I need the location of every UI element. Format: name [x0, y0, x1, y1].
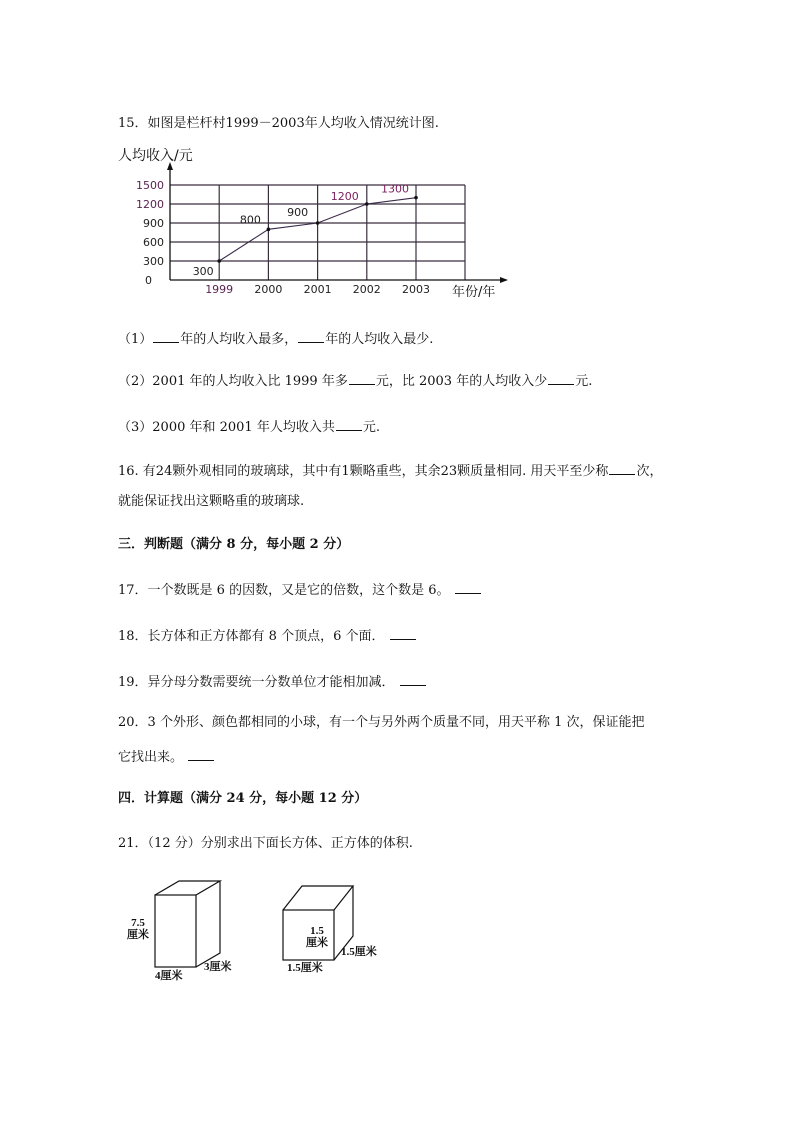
cube-side-label: 1.5厘米 [341, 946, 377, 958]
q15-sub2-suffix: 元. [575, 374, 593, 389]
data-point [267, 228, 271, 232]
data-point [414, 196, 418, 200]
cuboid-height-label [124, 917, 152, 941]
q20-line1: 20．3 个外形、颜色都相同的小球，有一个与另外两个质量不同，用天平称 1 次，保证能把 [118, 715, 645, 730]
cuboid-width-label: 3厘米 [204, 961, 232, 973]
q15-sub1-prefix: （1） [118, 332, 153, 347]
y-tick-label: 1500 [136, 179, 164, 192]
x-tick-label: 2001 [303, 283, 332, 296]
q15-sub2 [118, 372, 592, 390]
cuboid-height-value: 7.5 [131, 917, 145, 929]
q15-sub3-prefix: （3）2000 年和 2001 年人均收入共 [118, 420, 335, 435]
q17-text: 17．一个数既是 6 的因数，又是它的倍数，这个数是 6。 [118, 583, 450, 598]
q15-sub1-mid: 年的人均收入最多， [180, 332, 298, 347]
answer-blank[interactable] [609, 462, 635, 475]
q16-suffix: 次， [636, 464, 663, 479]
section-4-title: 四．计算题（满分 24 分，每小题 12 分） [118, 791, 368, 806]
q20-text: 它找出来。 [118, 750, 184, 765]
q21-title: 21．（12 分）分别求出下面长方体、正方体的体积. [118, 836, 413, 851]
answer-blank[interactable] [455, 581, 481, 594]
cube-edge-unit: 厘米 [306, 937, 328, 949]
q20-line2 [118, 748, 215, 766]
section-3-title: 三．判断题（满分 8 分，每小题 2 分） [118, 537, 350, 552]
data-point [217, 259, 221, 263]
q15-sub1 [118, 330, 433, 348]
solids-figure [0, 870, 793, 1000]
cuboid-length-label: 4厘米 [155, 970, 183, 982]
y-tick-label: 900 [143, 217, 164, 230]
q19 [118, 673, 427, 691]
chart-ticks [136, 179, 430, 296]
data-point [365, 202, 369, 206]
q16-line1 [118, 462, 662, 480]
x-tick-label: 2003 [402, 283, 430, 296]
q16-prefix: 16. 有24颗外观相同的玻璃球，其中有1颗略重些，其余23颗质量相同. 用天平至少称 [118, 464, 609, 479]
q15-sub2-prefix: （2）2001 年的人均收入比 1999 年多 [118, 374, 348, 389]
data-label: 300 [192, 265, 214, 278]
data-label: 800 [239, 213, 261, 227]
q15-sub3-suffix: 元. [362, 420, 380, 435]
q16-line2: 就能保证找出这颗略重的玻璃球. [118, 494, 305, 509]
q17 [118, 581, 482, 599]
answer-blank[interactable] [400, 673, 426, 686]
x-axis-title: 年份/年 [452, 285, 496, 300]
y-tick-label: 300 [143, 255, 164, 268]
q15-sub3 [118, 418, 380, 436]
data-point [316, 221, 320, 225]
x-axis-arrow [500, 277, 508, 283]
x-tick-label: 2002 [352, 283, 381, 296]
answer-blank[interactable] [548, 372, 574, 385]
y-axis-title: 人均收入/元 [118, 148, 193, 164]
cuboid-top-face [155, 881, 220, 895]
q15-title: 15．如图是栏杆村1999－2003年人均收入情况统计图. [118, 116, 439, 131]
cuboid-height-unit: 厘米 [127, 929, 149, 941]
q18 [118, 627, 417, 645]
answer-blank[interactable] [336, 418, 362, 431]
answer-blank[interactable] [390, 627, 416, 640]
income-line-chart [0, 140, 793, 460]
x-tick-label: 1999 [205, 283, 234, 296]
answer-blank[interactable] [349, 372, 375, 385]
cuboid [155, 881, 220, 967]
cuboid-front-face [155, 895, 196, 967]
answer-blank[interactable] [298, 330, 324, 343]
q15-sub2-mid: 元，比 2003 年的人均收入少 [375, 374, 548, 389]
cube-edge-label [302, 925, 332, 949]
cube-bottom-label: 1.5厘米 [287, 962, 323, 974]
y-tick-label: 1200 [136, 198, 164, 211]
answer-blank[interactable] [188, 748, 214, 761]
y-tick-label: 0 [145, 274, 152, 287]
data-label: 1200 [330, 190, 359, 203]
q19-text: 19．异分母分数需要统一分数单位才能相加减． [118, 675, 395, 690]
q15-sub1-suffix: 年的人均收入最少. [325, 332, 434, 347]
cube-edge-value: 1.5 [310, 925, 324, 937]
data-label: 900 [287, 206, 309, 219]
chart-series [193, 183, 418, 278]
y-tick-label: 600 [143, 236, 164, 249]
x-tick-label: 2000 [254, 283, 283, 296]
cube-top-face [283, 886, 353, 910]
q18-text: 18．长方体和正方体都有 8 个顶点，6 个面． [118, 629, 385, 644]
answer-blank[interactable] [153, 330, 179, 343]
data-label: 1300 [381, 182, 409, 196]
chart-grid [170, 182, 465, 280]
cuboid-side-face [196, 881, 220, 967]
